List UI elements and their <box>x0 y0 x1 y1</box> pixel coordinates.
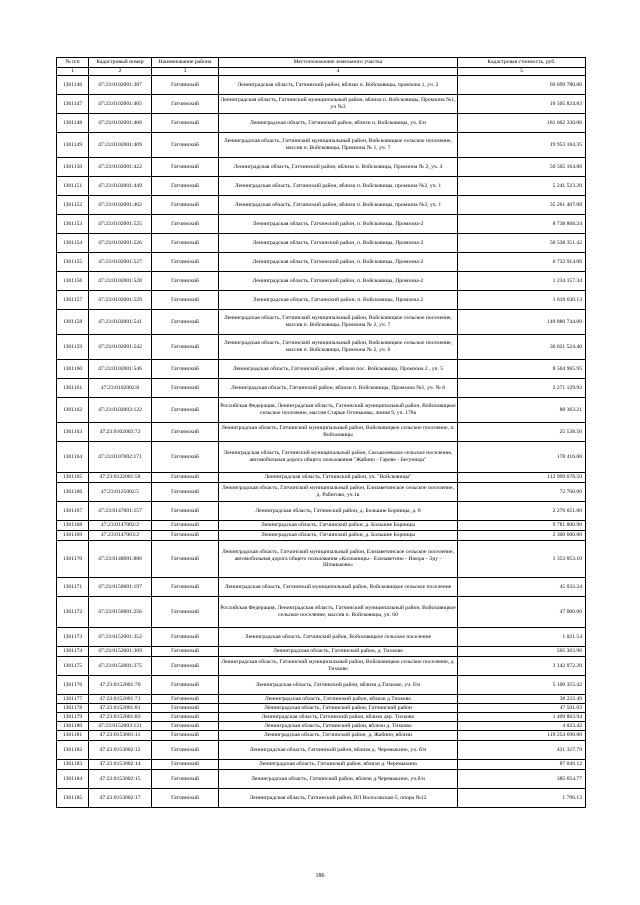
table-row <box>57 647 586 657</box>
cadastral-number-cell: 47:23:0102001:527 <box>89 253 152 272</box>
row-number-cell: 1301183 <box>57 760 89 770</box>
cadastral-number-cell: 47:23:0102001:422 <box>89 158 152 177</box>
row-number-cell: 1301151 <box>57 177 89 196</box>
district-cell: Гатчинский <box>152 713 219 722</box>
cadastral-value-cell: 2 300 600.00 <box>458 531 586 541</box>
cadastral-value-cell: 50 538 351.42 <box>458 234 586 253</box>
cadastral-number-cell: 47:23:0102003:122 <box>89 398 152 423</box>
row-number-cell: 1301169 <box>57 531 89 541</box>
cadastral-value-cell: 38 222.49 <box>458 695 586 704</box>
cadastral-value-cell: 19 953 184.35 <box>458 133 586 158</box>
column-number: 2 <box>89 68 152 76</box>
cadastral-number-cell: 47:23:0150001:197 <box>89 578 152 597</box>
cadastral-number-cell: 47:23:0107002:171 <box>89 442 152 473</box>
district-cell: Гатчинский <box>152 310 219 335</box>
location-cell: Ленинградская область, Гатчинский район, д. Большие Борницы <box>219 521 458 531</box>
district-cell: Гатчинский <box>152 541 219 578</box>
district-cell: Гатчинский <box>152 215 219 234</box>
district-cell: Гатчинский <box>152 291 219 310</box>
row-number-cell: 1301185 <box>57 789 89 808</box>
table-row <box>57 676 586 695</box>
row-number-cell: 1301182 <box>57 741 89 760</box>
location-cell: Ленинградская область, Гатчинский район, д. Жабино, вблизи <box>219 731 458 741</box>
cadastral-number-cell: 47:23:0102001:528 <box>89 272 152 291</box>
district-cell: Гатчинский <box>152 770 219 789</box>
header-location: Местоположение земельного участка <box>219 58 458 68</box>
row-number-cell: 1301170 <box>57 541 89 578</box>
cadastral-value-cell: 5 100 355.42 <box>458 676 586 695</box>
table-row <box>57 398 586 423</box>
row-number-cell: 1301146 <box>57 76 89 95</box>
cadastral-number-cell: 47:23:0102001:408 <box>89 114 152 133</box>
cadastral-number-cell: 47:23:0153002:15 <box>89 770 152 789</box>
row-number-cell: 1301152 <box>57 196 89 215</box>
cadastral-number-cell: 47:23:0102001:529 <box>89 291 152 310</box>
location-cell: Ленинградская область, Гатчинский район, п. Войсковицы, Промзона 2 <box>219 291 458 310</box>
district-cell: Гатчинский <box>152 695 219 704</box>
cadastral-value-cell: 35 261 407.08 <box>458 196 586 215</box>
row-number-cell: 1301159 <box>57 335 89 360</box>
cadastral-number-cell: 47:23:0153002:14 <box>89 760 152 770</box>
row-number-cell: 1301165 <box>57 473 89 483</box>
cadastral-number-cell: 47:23:0152001:71 <box>89 695 152 704</box>
table-row <box>57 335 586 360</box>
district-cell: Гатчинский <box>152 114 219 133</box>
row-number-cell: 1301150 <box>57 158 89 177</box>
table-row <box>57 521 586 531</box>
district-cell: Гатчинский <box>152 741 219 760</box>
cadastral-number-cell: 47:23:0102001:525 <box>89 215 152 234</box>
row-number-cell: 1301171 <box>57 578 89 597</box>
location-cell: Ленинградская область, Гатчинский район, п. Войсковицы, Промзона-2 <box>219 272 458 291</box>
location-cell: Ленинградская область, Гатчинский район, вблизи д. Черемыкино, уч. б/н <box>219 741 458 760</box>
cadastral-number-cell: 47:23:0102001:541 <box>89 310 152 335</box>
location-cell: Ленинградская область, Гатчинский район, вблизи д.Тихково, уч. б/н <box>219 676 458 695</box>
cadastral-number-cell: 47:23:0147002:2 <box>89 521 152 531</box>
cadastral-number-cell: 47:23:0148001:886 <box>89 541 152 578</box>
location-cell: Ленинградская область, Гатчинский муниципальный район, Сяськелевское сельское поселение, автомобильная дорога общего пользования "Жабино - Гарево - Бегуницы" <box>219 442 458 473</box>
location-cell: Ленинградская область, Гатчинский район, д. Большие Борницы, д. 8 <box>219 502 458 521</box>
cadastral-value-cell: 1 409 863.94 <box>458 713 586 722</box>
district-cell: Гатчинский <box>152 133 219 158</box>
row-number-cell: 1301175 <box>57 657 89 676</box>
cadastral-value-cell: 50 505 164.86 <box>458 158 586 177</box>
column-number-row <box>57 68 586 76</box>
document-page <box>56 57 585 808</box>
cadastral-value-cell: 3 271 129.92 <box>458 379 586 398</box>
cadastral-value-cell: 47 501.03 <box>458 704 586 713</box>
location-cell: Ленинградская область, Гатчинский район, вблизи п. Войсковицы, уч. б/н <box>219 114 458 133</box>
location-cell: Ленинградская область, Гатчинский муниципальный район, Войсковицкое сельское поселение, п. Войсковицы <box>219 423 458 442</box>
cadastral-value-cell: 25 538.50 <box>458 423 586 442</box>
cadastral-value-cell: 6 732 914.08 <box>458 253 586 272</box>
cadastral-value-cell: 1 234 157.34 <box>458 272 586 291</box>
cadastral-number-cell: 47:23:0147003:2 <box>89 531 152 541</box>
location-cell: Ленинградская область, Гатчинский район, ВЛ Волосовская-5, опора №12 <box>219 789 458 808</box>
cadastral-value-cell: 8 738 868.24 <box>458 215 586 234</box>
location-cell: Российская Федерация, Ленинградская область, Гатчинский муниципальный район, Войсковицкое сельское поселение, массив п. Войсковицы, уч. 60 <box>219 597 458 628</box>
table-row <box>57 196 586 215</box>
table-row <box>57 272 586 291</box>
cadastral-value-cell: 1 618 630.13 <box>458 291 586 310</box>
cadastral-number-cell: 47:23:0152001:70 <box>89 676 152 695</box>
district-cell: Гатчинский <box>152 272 219 291</box>
cadastral-value-cell: 119 254 690.00 <box>458 731 586 741</box>
row-number-cell: 1301154 <box>57 234 89 253</box>
location-cell: Ленинградская область, Гатчинский район, вблизи п. Войсковицы, Промзона №1, уч. № 8 <box>219 379 458 398</box>
location-cell: Ленинградская область, Гатчинский район, д. Тихково <box>219 647 458 657</box>
row-number-cell: 1301153 <box>57 215 89 234</box>
district-cell: Гатчинский <box>152 483 219 502</box>
table-row <box>57 695 586 704</box>
table-row <box>57 628 586 647</box>
district-cell: Гатчинский <box>152 704 219 713</box>
location-cell: Ленинградская область, Гатчинский район, вблизи дер. Тихково <box>219 713 458 722</box>
location-cell: Ленинградская область, Гатчинский район, вблизи д.Тихково <box>219 695 458 704</box>
row-number-cell: 1301161 <box>57 379 89 398</box>
row-number-cell: 1301149 <box>57 133 89 158</box>
district-cell: Гатчинский <box>152 76 219 95</box>
row-number-cell: 1301178 <box>57 704 89 713</box>
table-row <box>57 578 586 597</box>
cadastral-value-cell: 9 781 800.90 <box>458 521 586 531</box>
cadastral-number-cell: 47:23:0102001:405 <box>89 95 152 114</box>
table-row <box>57 597 586 628</box>
table-row <box>57 423 586 442</box>
page-number: 186 <box>315 873 325 879</box>
location-cell: Ленинградская область, Гатчинский муниципальный район, Войсковицкое сельское поселение, массив п. Войсковицы, Промзона № 1, уч. 7 <box>219 133 458 158</box>
row-number-cell: 1301164 <box>57 442 89 473</box>
cadastral-number-cell: 47:23:0102001:387 <box>89 76 152 95</box>
row-number-cell: 1301155 <box>57 253 89 272</box>
district-cell: Гатчинский <box>152 95 219 114</box>
location-cell: Ленинградская область, Гатчинский муниципальный район, Елизаветинское сельское поселение, д. Рабитово, уч.1в <box>219 483 458 502</box>
district-cell: Гатчинский <box>152 158 219 177</box>
row-number-cell: 1301163 <box>57 423 89 442</box>
cadastral-number-cell: 47:23:0153001:11 <box>89 731 152 741</box>
header-cadastral-value: Кадастровая стоимость, руб. <box>458 58 586 68</box>
cadastral-value-cell: 16 505 824.83 <box>458 95 586 114</box>
district-cell: Гатчинский <box>152 789 219 808</box>
cadastral-number-cell: 47:23:0152003:131 <box>89 722 152 731</box>
location-cell: Ленинградская область, Гатчинский муниципальный район, Войсковицкое сельское поселение, массив п. Войсковицы, Промзона № 2, уч. 6 <box>219 335 458 360</box>
district-cell: Гатчинский <box>152 473 219 483</box>
table-row <box>57 731 586 741</box>
table-row <box>57 291 586 310</box>
table-row <box>57 234 586 253</box>
header-district: Наименование района <box>152 58 219 68</box>
row-number-cell: 1301162 <box>57 398 89 423</box>
district-cell: Гатчинский <box>152 502 219 521</box>
table-row <box>57 158 586 177</box>
table-row <box>57 310 586 335</box>
row-number-cell: 1301173 <box>57 628 89 647</box>
cadastral-value-cell: 69 699 780.00 <box>458 76 586 95</box>
district-cell: Гатчинский <box>152 177 219 196</box>
district-cell: Гатчинский <box>152 442 219 473</box>
location-cell: Ленинградская область, Гатчинский муниципальный район, Войсковицкое сельское поселение, д. Тихково <box>219 657 458 676</box>
cadastral-number-cell: 47:23:0152001:352 <box>89 628 152 647</box>
cadastral-number-cell: 47:23:0153002:12 <box>89 741 152 760</box>
row-number-cell: 1301184 <box>57 770 89 789</box>
table-row <box>57 76 586 95</box>
row-number-cell: 1301168 <box>57 521 89 531</box>
cadastral-value-cell: 4 023.42 <box>458 722 586 731</box>
district-cell: Гатчинский <box>152 521 219 531</box>
location-cell: Ленинградская область, Гатчинский муниципальный район, вблизи п. Войсковицы, Промзона №1, уч №3 <box>219 95 458 114</box>
table-row <box>57 177 586 196</box>
district-cell: Гатчинский <box>152 731 219 741</box>
district-cell: Гатчинский <box>152 379 219 398</box>
district-cell: Гатчинский <box>152 360 219 379</box>
row-number-cell: 1301174 <box>57 647 89 657</box>
table-row <box>57 379 586 398</box>
cadastral-value-cell: 385 654.77 <box>458 770 586 789</box>
table-row <box>57 114 586 133</box>
district-cell: Гатчинский <box>152 578 219 597</box>
cadastral-number-cell: 47:23:0152001:81 <box>89 704 152 713</box>
location-cell: Ленинградская область, Гатчинский муниципальный район, Войсковицкое сельское поселение, массив п. Войсковицы, Промзона № 2, уч. 7 <box>219 310 458 335</box>
cadastral-value-cell: 72 760.00 <box>458 483 586 502</box>
table-row <box>57 483 586 502</box>
location-cell: Ленинградская область, Гатчинский район, п. Войсковицы, Промзона-2 <box>219 253 458 272</box>
cadastral-number-cell: 47:23:0153002:17 <box>89 789 152 808</box>
table-row <box>57 133 586 158</box>
row-number-cell: 1301180 <box>57 722 89 731</box>
row-number-cell: 1301166 <box>57 483 89 502</box>
cadastral-number-cell: 47:23:0102003:72 <box>89 423 152 442</box>
table-body <box>57 76 586 808</box>
cadastral-value-cell: 3 142 072.20 <box>458 657 586 676</box>
district-cell: Гатчинский <box>152 628 219 647</box>
location-cell: Ленинградская область, Гатчинский район , вблизи пос. Войсковицы, Промзона 2 , уч. 5 <box>219 360 458 379</box>
cadastral-value-cell: 431 327.79 <box>458 741 586 760</box>
cadastral-number-cell: 47:23:0102002:8 <box>89 379 152 398</box>
table-row <box>57 360 586 379</box>
cadastral-value-cell: 149 880 744.00 <box>458 310 586 335</box>
table-row <box>57 760 586 770</box>
cadastral-value-cell: 88 363.21 <box>458 398 586 423</box>
district-cell: Гатчинский <box>152 760 219 770</box>
cadastral-number-cell: 47:23:0152001:83 <box>89 713 152 722</box>
cadastral-number-cell: 47:23:0122001:58 <box>89 473 152 483</box>
location-cell: Ленинградская область, Гатчинский район, Войсковицкое сельское поселение <box>219 628 458 647</box>
district-cell: Гатчинский <box>152 676 219 695</box>
row-number-cell: 1301157 <box>57 291 89 310</box>
cadastral-number-cell: 47:23:0102001:526 <box>89 234 152 253</box>
location-cell: Российская Федерация, Ленинградская область, Гатчинский муниципальный район, Войсковицкое сельское поселение, массив Старые Огоньковы, линия 9, уч. 178а <box>219 398 458 423</box>
table-row <box>57 770 586 789</box>
cadastral-number-cell: 47:23:0125002:5 <box>89 483 152 502</box>
row-number-cell: 1301158 <box>57 310 89 335</box>
cadastral-value-cell: 565 363.96 <box>458 647 586 657</box>
cadastral-value-cell: 1 353 053.10 <box>458 541 586 578</box>
row-number-cell: 1301167 <box>57 502 89 521</box>
row-number-cell: 1301160 <box>57 360 89 379</box>
table-row <box>57 442 586 473</box>
location-cell: Ленинградская область, Гатчинский район, уч. "Войсковицы" <box>219 473 458 483</box>
table-row <box>57 473 586 483</box>
column-number: 5 <box>458 68 586 76</box>
table-row <box>57 741 586 760</box>
cadastral-number-cell: 47:23:0102001:542 <box>89 335 152 360</box>
column-number: 3 <box>152 68 219 76</box>
table-row <box>57 789 586 808</box>
row-number-cell: 1301181 <box>57 731 89 741</box>
location-cell: Ленинградская область, Гатчинский район, вблизи п. Войсковицы, промзона №2, уч. 1 <box>219 196 458 215</box>
column-number: 4 <box>219 68 458 76</box>
cadastral-number-cell: 47:23:0102001:449 <box>89 177 152 196</box>
cadastral-value-cell: 112 999 678.50 <box>458 473 586 483</box>
district-cell: Гатчинский <box>152 335 219 360</box>
district-cell: Гатчинский <box>152 647 219 657</box>
location-cell: Ленинградская область, Гатчинский район, п. Войсковицы, Промзона-2 <box>219 234 458 253</box>
location-cell: Ленинградская область, Гатчинский муниципальный район, Войсковицкое сельское поселение <box>219 578 458 597</box>
cadastral-value-cell: 1 796.13 <box>458 789 586 808</box>
table-row <box>57 704 586 713</box>
cadastral-number-cell: 47:23:0150001:256 <box>89 597 152 628</box>
table-row <box>57 253 586 272</box>
cadastral-number-cell: 47:23:0152001:375 <box>89 657 152 676</box>
district-cell: Гатчинский <box>152 196 219 215</box>
table-row <box>57 95 586 114</box>
location-cell: Ленинградская область, Гатчинский район, вблизи п. Войсковицы, Промзона № 2, уч. 4 <box>219 158 458 177</box>
header-row <box>57 58 586 68</box>
cadastral-value-cell: 47 000.00 <box>458 597 586 628</box>
cadastral-value-cell: 8 564 965.95 <box>458 360 586 379</box>
location-cell: Ленинградская область, Гатчинский район, вблизи п. Войсковицы, промзона №2, уч. 1 <box>219 177 458 196</box>
cadastral-value-cell: 36 021 524.40 <box>458 335 586 360</box>
row-number-cell: 1301176 <box>57 676 89 695</box>
cadastral-number-cell: 47:23:0152001:369 <box>89 647 152 657</box>
cadastral-value-cell: 2 276 651.00 <box>458 502 586 521</box>
table-row <box>57 657 586 676</box>
cadastral-number-cell: 47:23:0102001:546 <box>89 360 152 379</box>
location-cell: Ленинградская область, Гатчинский район, д. Большие Борницы <box>219 531 458 541</box>
cadastral-value-cell: 1 021.54 <box>458 628 586 647</box>
table-row <box>57 722 586 731</box>
location-cell: Ленинградская область, Гатчинский район, вблизи д.Черемыкино, уч.б/н <box>219 770 458 789</box>
location-cell: Ленинградская область, Гатчинский район, Гатчинский район <box>219 704 458 713</box>
district-cell: Гатчинский <box>152 423 219 442</box>
table-row <box>57 215 586 234</box>
location-cell: Ленинградская область, Гатчинский район, вблизи д. Тихково <box>219 722 458 731</box>
row-number-cell: 1301172 <box>57 597 89 628</box>
column-number: 1 <box>57 68 89 76</box>
table-row <box>57 531 586 541</box>
row-number-cell: 1301179 <box>57 713 89 722</box>
district-cell: Гатчинский <box>152 531 219 541</box>
cadastral-value-cell: 45 032.24 <box>458 578 586 597</box>
district-cell: Гатчинский <box>152 253 219 272</box>
district-cell: Гатчинский <box>152 597 219 628</box>
cadastral-value-cell: 5 241 523.20 <box>458 177 586 196</box>
table-row <box>57 502 586 521</box>
cadastral-number-cell: 47:23:0102001:409 <box>89 133 152 158</box>
row-number-cell: 1301148 <box>57 114 89 133</box>
location-cell: Ленинградская область, Гатчинский муниципальный район, Елизаветинское сельское поселение, автомобильная дорога общего пользования «Колпаницы - Елизаветино - Ижора - Эду - Шпаньково» <box>219 541 458 578</box>
district-cell: Гатчинский <box>152 722 219 731</box>
district-cell: Гатчинский <box>152 398 219 423</box>
row-number-cell: 1301156 <box>57 272 89 291</box>
cadastral-value-table <box>56 57 586 808</box>
location-cell: Ленинградская область, Гатчинский район, п. Войсковицы, Промзона-2 <box>219 215 458 234</box>
district-cell: Гатчинский <box>152 234 219 253</box>
cadastral-value-cell: 181 602 330.00 <box>458 114 586 133</box>
cadastral-number-cell: 47:23:0102001:462 <box>89 196 152 215</box>
location-cell: Ленинградская область, Гатчинский район, вблизи п. Войсковицы, промзона 1, уч. 2 <box>219 76 458 95</box>
row-number-cell: 1301147 <box>57 95 89 114</box>
header-cadastral-number: Кадастровый номер <box>89 58 152 68</box>
row-number-cell: 1301177 <box>57 695 89 704</box>
location-cell: Ленинградская область, Гатчинский район, вблизи д. Черемыкино <box>219 760 458 770</box>
table-row <box>57 713 586 722</box>
cadastral-number-cell: 47:23:0147001:157 <box>89 502 152 521</box>
header-row-number: № п/п <box>57 58 89 68</box>
table-row <box>57 541 586 578</box>
cadastral-value-cell: 87 049.12 <box>458 760 586 770</box>
cadastral-value-cell: 178 416.00 <box>458 442 586 473</box>
district-cell: Гатчинский <box>152 657 219 676</box>
